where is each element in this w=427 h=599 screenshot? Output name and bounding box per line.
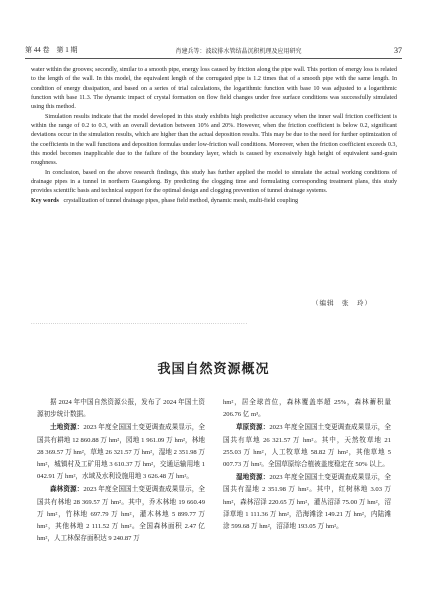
keywords-label: Key words (31, 197, 59, 204)
running-header (25, 44, 402, 56)
wetland-label: 湿地资源： (236, 473, 270, 482)
grass-paragraph (223, 421, 391, 471)
intro-paragraph: 据 2024 年中国自然资源公报，发布了 2024 年国土资源初步统计数据。 (37, 399, 205, 419)
grass-text: 2023 年度全国国土变更调查成果显示，全国共有草地 26 321.57 万 hm²。其中，天然牧草地 21 255.03 万 hm²，人工牧草地 58.82 万 hm²，其他草地 5 007.73 万 hm²。全国草原综合植被盖度稳定在 50% 以上。 (223, 424, 391, 469)
forest-label: 森林资源： (50, 485, 84, 494)
land-label: 土地资源： (50, 423, 84, 432)
wetland-text: 2023 年度全国国土变更调查成果显示，全国共有湿地 2 351.98 万 hm²。其中，红树林地 3.03 万 hm²，森林沼泽 220.65 万 hm²，灌丛沼泽 75.00 万 hm²，沼泽草地 1 111.36 万 hm²，沿海滩涂 149.21 万 hm²，内陆滩涂 599.68 万 hm²，沼泽地 193.05 万 hm²。 (223, 474, 391, 531)
forest-continued: hm²，居全球首位，森林覆盖率超 25%，森林蓄积量 206.76 亿 m³。 (223, 399, 391, 419)
left-column (37, 397, 205, 577)
page-number: 37 (394, 45, 402, 55)
forest-paragraph (37, 483, 205, 545)
keywords (31, 197, 397, 206)
running-title: 肖建兵等：波纹排水管结晶沉积机理及应用研究 (175, 47, 302, 55)
grass-label: 草原资源： (236, 423, 270, 432)
english-paragraph: Simulation results indicate that the model developed in this study exhibits high predictive accuracy when the inner wall friction coefficient is within the range of 0.2 to 0.3, with an overall deviation between 10% and 20%. However, when the friction coefficient is below 0.2, significant deviations occur in the simulation results, which are higher than the actual deposition results. This may be due to the need for further optimization of the coefficients in the wall functions and deposition formulas under low-friction wall conditions. Moreover, when the friction coefficient exceeds 0.3, this model becomes inapplicable due to the failure of the boundary layer, which is caused by excessively high height of equivalent sand-grain roughness. (31, 113, 397, 167)
right-column (223, 397, 391, 577)
forest-text: 2023 年度全国国土变更调查成果显示，全国共有林地 28 369.57 万 hm²。其中，乔木林地 19 660.49 万 hm²，竹林地 697.79 万 hm²，灌木林地 5 899.77 万 hm²，其他林地 2 111.52 万 hm²。全国森林面积 2.47 亿 hm²，人工林保存面积达 9 240.87 万 (37, 486, 205, 543)
english-paragraph: In conclusion, based on the above research findings, this study has further applied the model to simulate the actual working conditions of drainage pipes in a tunnel in northern Guangdong. By predicting the clogging time and formulating corresponding treatment plans, this study provides scientific basis and technical support for the optimal design and clogging prevention of tunnel drainage systems. (31, 169, 397, 195)
wetland-paragraph (223, 471, 391, 533)
land-text: 2023 年度全国国土变更调查成果显示，全国共有耕地 12 860.88 万 hm²，园地 1 961.09 万 hm²，林地 28 369.57 万 hm²，草地 26 321.57 万 hm²，湿地 2 351.98 万 hm²，城镇村及工矿用地 3 610.37 万 hm²，交通运输用地 1 042.91 万 hm²，水域及水利设施用地 3 626.48 万 hm²。 (37, 424, 205, 481)
keywords-text: crystallization of tunnel drainage pipes, phase field method, dynamic mesh, multi-field coupling (63, 197, 299, 204)
land-paragraph (37, 421, 205, 483)
volume-issue: 第 44 卷 第 1 期 (25, 46, 78, 54)
english-paragraph: water within the grooves; secondly, similar to a smooth pipe, energy loss caused by friction along the pipe wall. This portion of energy loss is related to the length of the wall. In this model, the equivalent length of the corrugated pipe is 1.2 times that of a smooth pipe with the same length. In condition of energy dissipation, and based on a series of trial calculations, the logarithmic function with base 10 was adjusted to a logarithmic function with base 11.3. The dynamic impact of crystal formation on flow field changes under free surface conditions was successfully simulated using this method. (31, 67, 397, 111)
header-rule (25, 58, 402, 59)
article-body (37, 397, 391, 577)
editor-note: （编辑 张 玲） (312, 299, 372, 307)
english-abstract (31, 66, 397, 206)
article-title: 我国自然资源概况 (157, 362, 270, 377)
section-divider: ···································································································· (31, 322, 248, 327)
